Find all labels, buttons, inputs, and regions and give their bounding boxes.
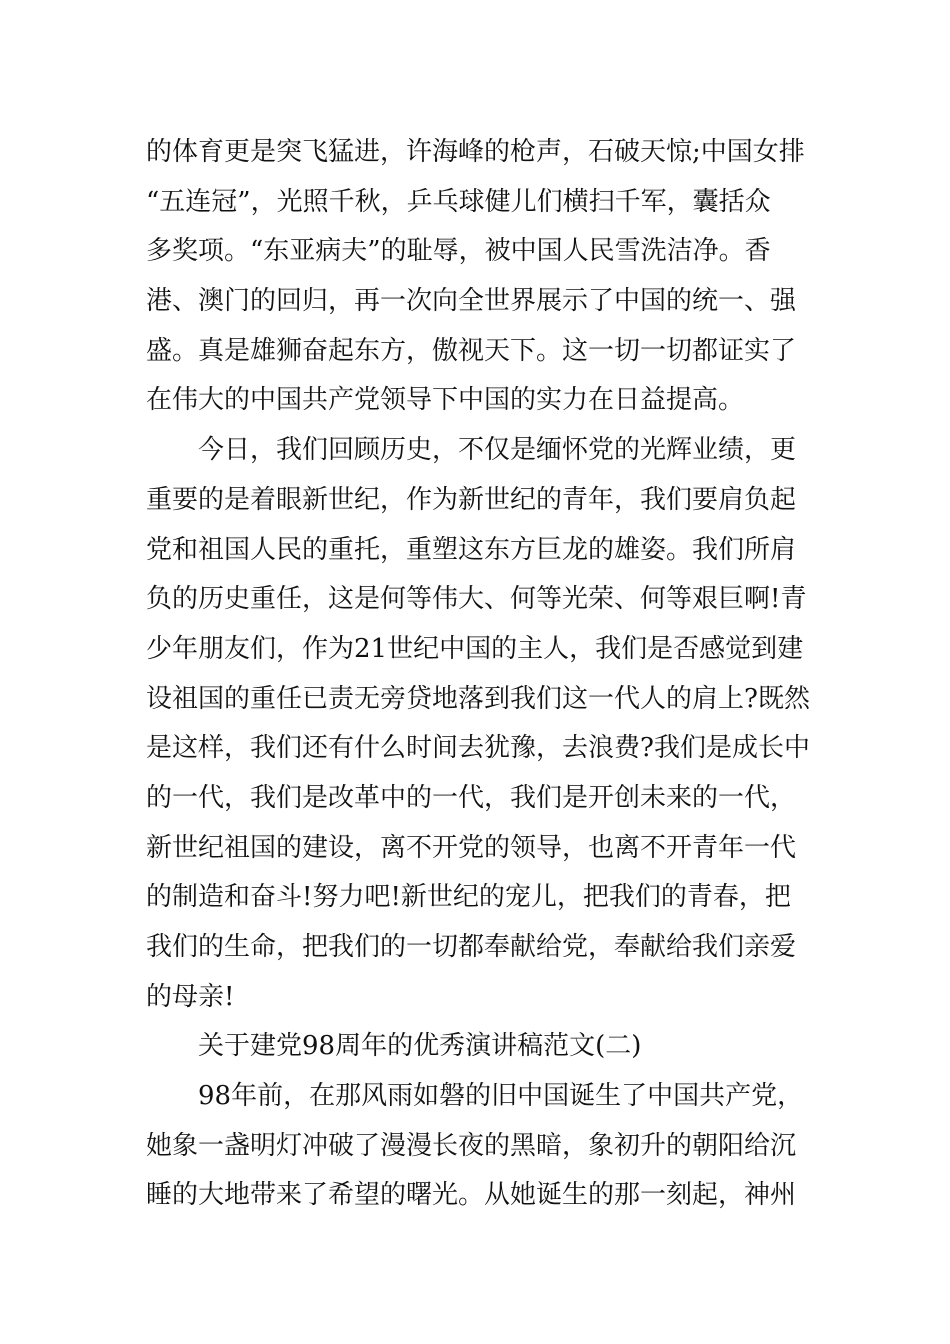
text-line: 的母亲!: [146, 981, 235, 1012]
text-line: 重要的是着眼新世纪，作为新世纪的青年，我们要肩负起: [146, 484, 797, 515]
text-line: 少年朋友们，作为21世纪中国的主人，我们是否感觉到建: [146, 633, 804, 664]
body-text: [146, 128, 816, 1221]
section-heading: 关于建党98周年的优秀演讲稿范文(二): [198, 1031, 642, 1062]
text-line: 党和祖国人民的重托，重塑这东方巨龙的雄姿。我们所肩: [146, 534, 797, 565]
text-line: “五连冠”，光照千秋，乒乓球健儿们横扫千军，囊括众: [146, 186, 771, 217]
text-line: 她象一盏明灯冲破了漫漫长夜的黑暗，象初升的朝阳给沉: [146, 1130, 797, 1161]
text-line: 是这样，我们还有什么时间去犹豫，去浪费?我们是成长中: [146, 733, 810, 764]
text-line: 的体育更是突飞猛进，许海峰的枪声，石破天惊;中国女排: [146, 137, 805, 167]
text-line: 盛。真是雄狮奋起东方，傲视天下。这一切一切都证实了: [146, 335, 797, 366]
text-line: 新世纪祖国的建设，离不开党的领导，也离不开青年一代: [146, 832, 797, 863]
paragraph-first-line: 98年前，在那风雨如磐的旧中国诞生了中国共产党，: [198, 1081, 804, 1112]
text-line: 负的历史重任，这是何等伟大、何等光荣、何等艰巨啊!青: [146, 584, 807, 615]
text-line: 的一代，我们是改革中的一代，我们是开创未来的一代，: [146, 782, 797, 813]
text-line: 设祖国的重任已责无旁贷地落到我们这一代人的肩上?既然: [146, 683, 810, 714]
text-line: 的制造和奋斗!努力吧!新世纪的宠儿，把我们的青春，把: [146, 882, 791, 913]
text-line: 多奖项。“东亚病夫”的耻辱，被中国人民雪洗洁净。香: [146, 236, 771, 267]
text-line: 睡的大地带来了希望的曙光。从她诞生的那一刻起，神州: [146, 1180, 797, 1211]
paragraph-first-line: 今日，我们回顾历史，不仅是缅怀党的光辉业绩，更: [198, 435, 797, 466]
text-line: 港、澳门的回归，再一次向全世界展示了中国的统一、强: [146, 286, 797, 317]
text-line: 我们的生命，把我们的一切都奉献给党，奉献给我们亲爱: [146, 932, 797, 962]
text-line: 在伟大的中国共产党领导下中国的实力在日益提高。: [146, 385, 745, 416]
